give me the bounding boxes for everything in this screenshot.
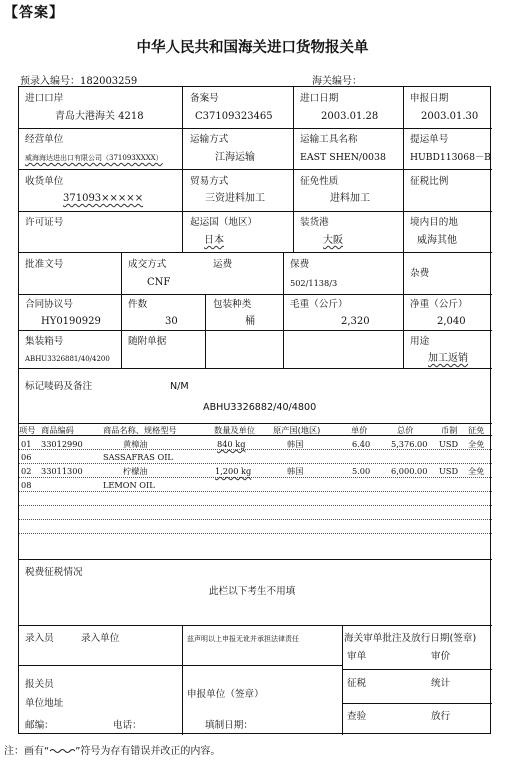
marks-label: 标记唛码及备注 [25,381,93,392]
record-no-value: C37109323465 [195,111,273,122]
marks-line1: N/M [170,381,189,392]
goods-header-qty: 数量及单位 [214,425,255,435]
gross-weight-value: 2,320 [341,316,370,327]
goods-item-subno: 08 [21,480,32,490]
loading-port-label: 装货港 [300,217,329,228]
goods-item-currency: USD [439,439,459,449]
goods-header-currency: 币制 [441,425,458,435]
goods-item-qty: 840 kg [217,439,246,449]
goods-item-exempt: 全免 [468,439,485,449]
attached-docs-label: 随附单据 [128,336,167,347]
record-no-label: 备案号 [190,93,219,104]
import-date-label: 进口日期 [300,93,339,104]
contract-value: HY0190929 [41,316,101,327]
insurance-value: 502/1138/3 [290,278,338,288]
goods-item-origin: 韩国 [287,466,304,476]
customs-number-label: 海关编号： [312,76,362,87]
goods-item-total: 5,376.00 [391,439,428,449]
deal-mode-value: CNF [147,277,171,288]
goods-item-price: 6.40 [352,439,371,449]
declaration-form [18,86,491,734]
wavy-line-icon [49,747,75,755]
pre-record-number: 预录入编号：182003259 [20,76,138,87]
goods-item-name: 黄樟油 [123,439,148,449]
pieces-label: 件数 [128,299,148,310]
deal-mode-label: 成交方式 [128,259,167,270]
license-label: 许可证号 [25,217,64,228]
loading-port-value: 大阪 [323,235,343,246]
import-date-value: 2003.01.28 [321,111,379,122]
trade-mode-label: 贸易方式 [190,176,229,187]
transport-mode-label: 运输方式 [190,134,229,145]
goods-item-code: 33012990 [41,439,83,449]
receiver-label: 收货单位 [25,176,64,187]
receiver-value: 371093××××× [63,193,144,204]
approval-label: 批准文号 [25,259,64,270]
fill-date-label: 填制日期： [205,720,253,731]
statistics-label: 统计 [431,678,451,689]
postcode-label: 邮编： [25,720,54,731]
goods-item-name-en: SASSAFRAS OIL [103,452,173,462]
goods-item-currency: USD [439,466,459,476]
approval-title: 海关审单批注及放行日期(签章) [344,633,477,644]
goods-header-name: 商品名称、规格型号 [103,425,177,435]
origin-country-label: 起运国（地区） [190,217,258,228]
insurance-label: 保费 [290,259,310,270]
package-label: 包装种类 [213,299,252,310]
import-port-label: 进口口岸 [25,93,64,104]
bill-no-label: 提运单号 [410,134,449,145]
pieces-value: 30 [165,316,178,327]
gross-weight-label: 毛重（公斤） [290,299,348,310]
inspect-label: 查验 [347,711,367,722]
answer-tag: 【答案】 [4,5,64,21]
goods-item-price: 5.00 [352,466,371,476]
release-label: 放行 [431,711,451,722]
review-label: 审单 [347,651,367,662]
trade-mode-value: 三资进料加工 [205,193,265,204]
tax-label: 税费征税情况 [25,567,83,578]
transport-mode-value: 江海运输 [215,152,255,163]
declaration-statement: 兹声明以上申报无讹并承担法律责任 [187,635,299,643]
destination-value: 威海其他 [417,235,457,246]
footnote: 注：画有“ ”符号为存有错误并改正的内容。 [4,746,221,757]
operator-label: 经营单位 [25,134,64,145]
goods-item-no: 02 [21,466,32,476]
goods-header-total: 总价 [397,425,414,435]
entry-unit-label: 录入单位 [81,633,120,644]
goods-item-total: 6,000.00 [391,466,428,476]
goods-header-exempt: 征免 [468,425,485,435]
container-value: ABHU3326881/40/4200 [25,355,110,363]
tax-note: 此栏以下考生不用填 [209,586,296,597]
transport-tool-value: EAST SHEN/0038 [300,152,386,163]
usage-value: 加工返销 [428,353,468,364]
package-value: 桶 [245,316,255,327]
operator-value: 威海海达进出口有限公司（371093XXXX） [25,154,163,162]
goods-item-origin: 韩国 [287,439,304,449]
origin-country-value: 日本 [204,235,224,246]
entry-person-label: 录入员 [25,633,54,644]
tax-collect-label: 征税 [347,678,367,689]
unit-address-label: 单位地址 [25,698,64,709]
goods-header-no: 项号 [19,425,36,435]
goods-item-subno: 06 [21,452,32,462]
exemption-label: 征免性质 [300,176,339,187]
usage-label: 用途 [410,336,430,347]
goods-item-exempt: 全免 [468,466,485,476]
goods-item-name: 柠檬油 [123,466,148,476]
net-weight-value: 2,040 [437,316,466,327]
declare-unit-label: 申报单位（签章） [187,689,264,700]
container-label: 集装箱号 [25,336,64,347]
phone-label: 电话： [113,720,142,731]
destination-label: 境内目的地 [410,217,458,228]
tax-ratio-label: 征税比例 [410,176,449,187]
net-weight-label: 净重（公斤） [410,299,468,310]
form-title: 中华人民共和国海关进口货物报关单 [136,40,369,56]
goods-header-origin: 原产国(地区) [273,425,321,435]
exemption-value: 进料加工 [330,193,370,204]
goods-header-code: 商品编码 [41,425,74,435]
import-port-value: 青岛大港海关 4218 [55,111,144,122]
marks-line2: ABHU3326882/40/4800 [203,402,317,413]
goods-item-code: 33011300 [41,466,83,476]
goods-item-qty: 1,200 kg [215,466,252,476]
goods-item-no: 01 [21,439,32,449]
price-review-label: 审价 [431,651,451,662]
declare-date-value: 2003.01.30 [421,111,479,122]
misc-label: 杂费 [410,268,430,279]
contract-label: 合同协议号 [25,299,73,310]
transport-tool-label: 运输工具名称 [300,134,358,145]
declare-date-label: 申报日期 [410,93,449,104]
freight-label: 运费 [213,259,233,270]
declarant-label: 报关员 [25,679,54,690]
goods-item-name-en: LEMON OIL [103,480,155,490]
bill-no-value: HUBD113068－B [410,152,491,163]
goods-header-price: 单价 [351,425,368,435]
